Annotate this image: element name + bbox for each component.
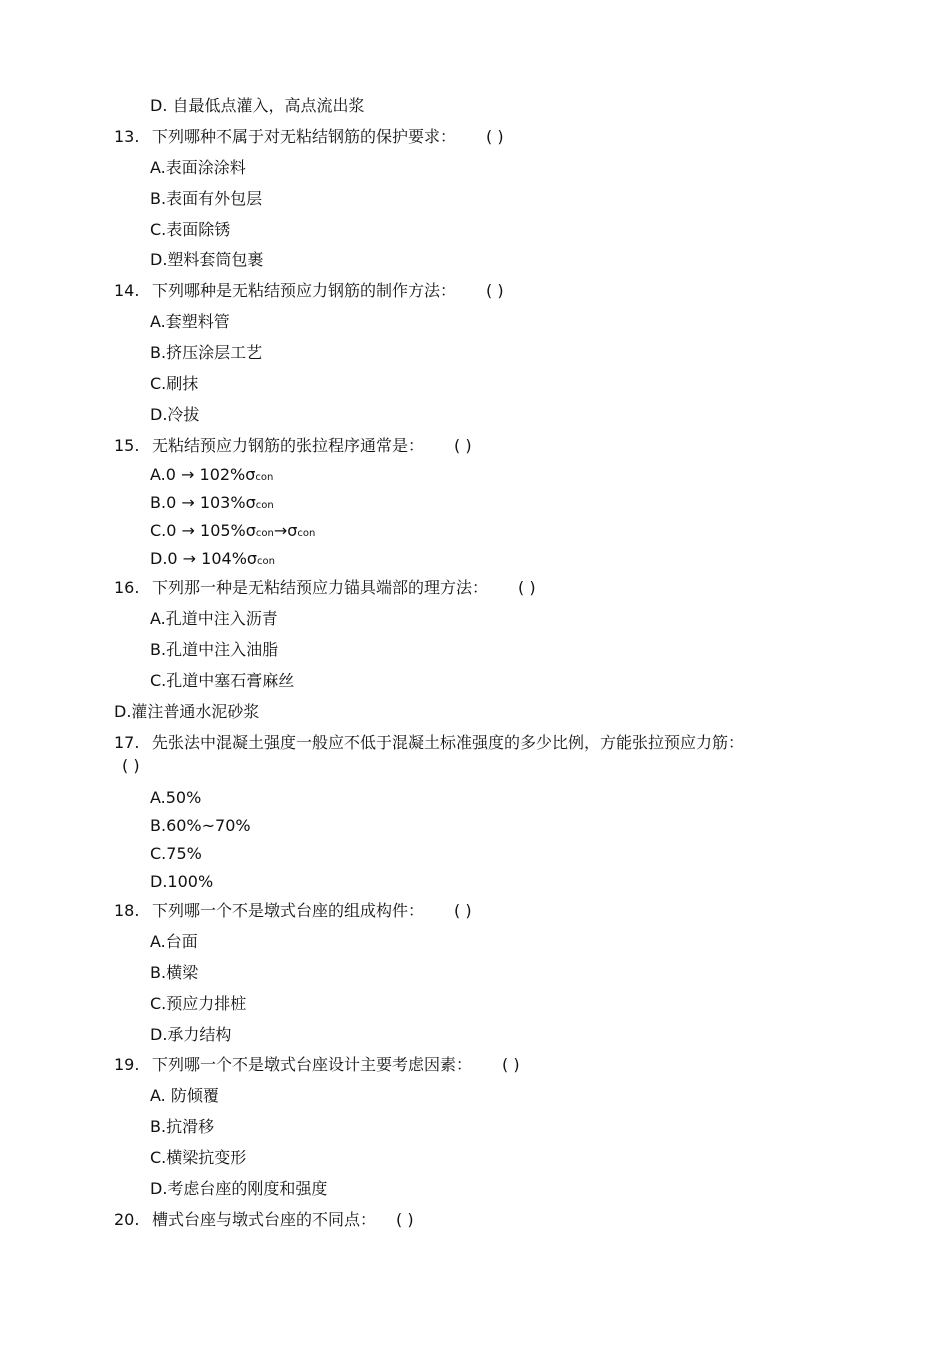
question-13 — [114, 127, 504, 147]
question-text: 下列哪种不属于对无粘结钢筋的保护要求： — [152, 127, 457, 146]
option-a: A. 防倾覆 — [150, 1086, 219, 1105]
sigma-symbol: σ — [245, 521, 256, 540]
question-number: 15. — [114, 436, 140, 455]
question-number: 14. — [114, 281, 140, 300]
option-c: C.刷抹 — [150, 374, 199, 393]
option-b: B.抗滑移 — [150, 1117, 215, 1136]
question-number: 13. — [114, 127, 140, 146]
answer-blank: ( ) — [486, 281, 504, 300]
question-text: 无粘结预应力钢筋的张拉程序通常是： — [152, 436, 425, 455]
option-d: D.冷拔 — [150, 405, 200, 424]
question-16 — [114, 578, 536, 598]
option-a — [150, 465, 273, 488]
option-b — [150, 493, 274, 516]
question-20 — [114, 1210, 414, 1230]
option-text: B.0 → 103% — [150, 493, 246, 512]
question-text: 下列哪一个不是墩式台座的组成构件： — [152, 901, 425, 920]
question-17 — [114, 733, 744, 753]
option-a: A.50% — [150, 788, 202, 807]
question-number: 17. — [114, 733, 140, 752]
sigma-symbol: σ — [287, 521, 298, 540]
answer-blank: ( ) — [518, 578, 536, 597]
option-b: B.表面有外包层 — [150, 189, 263, 208]
option-text: D.0 → 104% — [150, 549, 247, 568]
question-text: 下列哪种是无粘结预应力钢筋的制作方法： — [152, 281, 457, 300]
option-c: C.表面除锈 — [150, 220, 231, 239]
question-number: 16. — [114, 578, 140, 597]
answer-blank: ( ) — [396, 1210, 414, 1229]
question-text: 槽式台座与墩式台座的不同点： — [152, 1210, 377, 1229]
option-c: C.孔道中塞石膏麻丝 — [150, 671, 295, 690]
question-text: 下列那一种是无粘结预应力锚具端部的理方法： — [152, 578, 489, 597]
option-text: C.0 → 105% — [150, 521, 246, 540]
option-b: B.60%~70% — [150, 816, 251, 835]
subscript-con: con — [255, 500, 274, 511]
option-d: D.塑料套筒包裹 — [150, 250, 264, 269]
arrow-symbol: → — [273, 521, 288, 540]
option-c — [150, 521, 315, 544]
option-b: B.挤压涂层工艺 — [150, 343, 263, 362]
option-d: D. 自最低点灌入，高点流出浆 — [150, 96, 365, 115]
question-18 — [114, 901, 472, 921]
question-14 — [114, 281, 504, 301]
answer-blank: ( ) — [454, 901, 472, 920]
option-b: B.横梁 — [150, 963, 199, 982]
option-b: B.孔道中注入油脂 — [150, 640, 279, 659]
question-text: 下列哪一个不是墩式台座设计主要考虑因素： — [152, 1055, 473, 1074]
sigma-symbol: σ — [245, 465, 256, 484]
option-d: D.灌注普通水泥砂浆 — [114, 702, 260, 721]
option-c: C.横梁抗变形 — [150, 1148, 247, 1167]
question-number: 20. — [114, 1210, 140, 1229]
question-number: 18. — [114, 901, 140, 920]
option-a: A.表面涂涂料 — [150, 158, 246, 177]
question-19 — [114, 1055, 520, 1075]
option-c: C.75% — [150, 844, 202, 863]
option-d: D.承力结构 — [150, 1025, 232, 1044]
question-number: 19. — [114, 1055, 140, 1074]
option-a: A.台面 — [150, 932, 198, 951]
subscript-con: con — [255, 472, 274, 483]
question-15 — [114, 436, 472, 456]
option-d: D.考虑台座的刚度和强度 — [150, 1179, 328, 1198]
answer-blank: ( ) — [122, 756, 140, 775]
subscript-con: con — [257, 556, 276, 567]
answer-blank: ( ) — [502, 1055, 520, 1074]
answer-blank: ( ) — [454, 436, 472, 455]
answer-blank: ( ) — [486, 127, 504, 146]
option-a: A.套塑料管 — [150, 312, 230, 331]
option-a: A.孔道中注入沥青 — [150, 609, 278, 628]
option-c: C.预应力排桩 — [150, 994, 247, 1013]
subscript-con: con — [255, 528, 274, 539]
subscript-con: con — [297, 528, 316, 539]
option-d — [150, 549, 275, 572]
option-text: A.0 → 102% — [150, 465, 246, 484]
sigma-symbol: σ — [246, 549, 258, 568]
sigma-symbol: σ — [245, 493, 256, 512]
option-d: D.100% — [150, 872, 214, 891]
question-text: 先张法中混凝土强度一般应不低于混凝土标准强度的多少比例，方能张拉预应力筋： — [152, 733, 745, 752]
